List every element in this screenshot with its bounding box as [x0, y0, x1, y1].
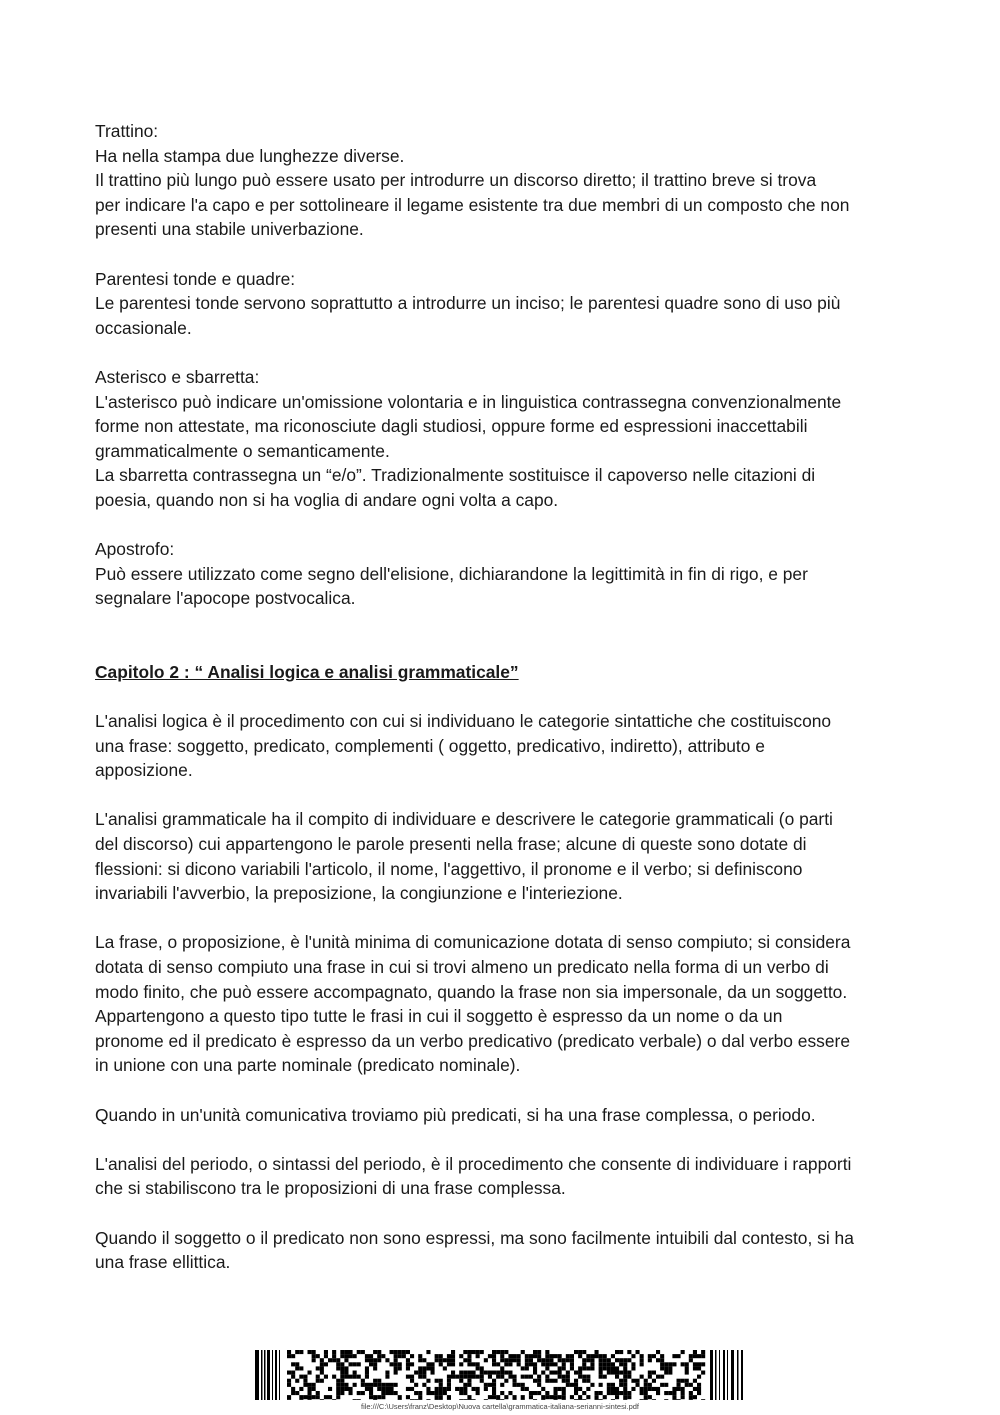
section-title: Trattino:	[95, 121, 159, 141]
text-line: occasionale.	[95, 317, 192, 338]
text-line: Può essere utilizzato come segno dell'elisione, dichiarandone la legittimità in fin di rigo, e per	[95, 563, 808, 584]
text-line: grammaticalmente o semanticamente.	[95, 440, 390, 461]
file-path: file:///C:\Users\franz\Desktop\Nuova cartella\grammatica-italiana-serianni-sintesi.pdf	[360, 1402, 640, 1411]
chapter-paragraph	[95, 930, 915, 1078]
chapter-heading: Capitolo 2 : “ Analisi logica e analisi grammaticale”	[95, 661, 519, 682]
section-title: Parentesi tonde e quadre:	[95, 268, 296, 289]
section-asterisco	[95, 365, 915, 513]
text-line: L'asterisco può indicare un'omissione volontaria e in linguistica contrassegna convenzionalmente	[95, 391, 842, 412]
text-line: del discorso) cui appartengono le parole presenti nella frase; alcune di queste sono dotate di	[95, 834, 807, 855]
text-line: Appartengono a questo tipo tutte le frasi in cui il soggetto è espresso da un nome o da un	[95, 1006, 783, 1027]
text-line: flessioni: si dicono variabili l'articolo, il nome, l'aggettivo, il pronome e il verbo; si definiscono	[95, 858, 803, 879]
text-line: poesia, quando non si ha voglia di andare ogni volta a capo.	[95, 489, 559, 510]
text-line: invariabili l'avverbio, la preposizione, la congiunzione e l'interiezione.	[95, 883, 623, 904]
chapter-paragraph	[95, 1226, 915, 1275]
text-line: una frase ellittica.	[95, 1252, 231, 1273]
text-line: dotata di senso compiuto una frase in cui si trovi almeno un predicato nella forma di un verbo di	[95, 957, 829, 977]
text-line: per indicare l'a capo e per sottolineare il legame esistente tra due membri di un composto che non	[95, 194, 850, 215]
text-line: modo finito, che può essere accompagnato, quando la frase non sia impersonale, da un soggetto.	[95, 981, 848, 1002]
text-line: Ha nella stampa due lunghezze diverse.	[95, 145, 405, 166]
section-title: Asterisco e sbarretta:	[95, 366, 260, 387]
text-line: Il trattino più lungo può essere usato per introdurre un discorso diretto; il trattino breve si trova	[95, 170, 817, 191]
text-line: La sbarretta contrassegna un “e/o”. Tradizionalmente sostituisce il capoverso nelle citazioni di	[95, 465, 816, 486]
text-line: pronome ed il predicato è espresso da un verbo predicativo (predicato verbale) o dal verbo essere	[95, 1030, 850, 1051]
text-line: L'analisi grammaticale ha il compito di individuare e descrivere le categorie grammaticali (o parti	[95, 809, 833, 830]
page-body	[95, 119, 915, 1299]
text-line: in unione con una parte nominale (predicato nominale).	[95, 1055, 521, 1076]
barcode-icon	[255, 1350, 745, 1400]
text-line: L'analisi logica è il procedimento con cui si individuano le categorie sintattiche che costituiscono	[95, 711, 832, 732]
text-line: Quando in un'unità comunicativa troviamo più predicati, si ha una frase complessa, o periodo.	[95, 1104, 816, 1125]
section-trattino	[95, 119, 915, 242]
text-line: che si stabiliscono tra le proposizioni di una frase complessa.	[95, 1178, 566, 1199]
chapter-paragraph	[95, 1103, 915, 1128]
text-line: Le parentesi tonde servono soprattutto a introdurre un inciso; le parentesi quadre sono di uso più	[95, 293, 841, 314]
section-title: Apostrofo:	[95, 539, 175, 560]
text-line: apposizione.	[95, 760, 193, 781]
chapter-paragraph	[95, 1152, 915, 1201]
chapter-paragraph	[95, 807, 915, 905]
chapter-paragraph	[95, 709, 915, 783]
text-line: La frase, o proposizione, è l'unità minima di comunicazione dotata di senso compiuto; si considera	[95, 932, 851, 953]
page-footer	[0, 1348, 1000, 1415]
section-apostrofo	[95, 537, 915, 611]
text-line: forme non attestate, ma riconosciute dagli studiosi, oppure forme ed espressioni inaccettabili	[95, 416, 808, 437]
text-line: presenti una stabile univerbazione.	[95, 219, 364, 240]
text-line: L'analisi del periodo, o sintassi del periodo, è il procedimento che consente di individuare i rapporti	[95, 1153, 852, 1174]
text-line: segnalare l'apocope postvocalica.	[95, 588, 356, 609]
text-line: una frase: soggetto, predicato, complementi ( oggetto, predicativo, indiretto), attributo e	[95, 735, 765, 756]
section-parentesi	[95, 267, 915, 341]
text-line: Quando il soggetto o il predicato non sono espressi, ma sono facilmente intuibili dal contesto, si ha	[95, 1227, 854, 1248]
